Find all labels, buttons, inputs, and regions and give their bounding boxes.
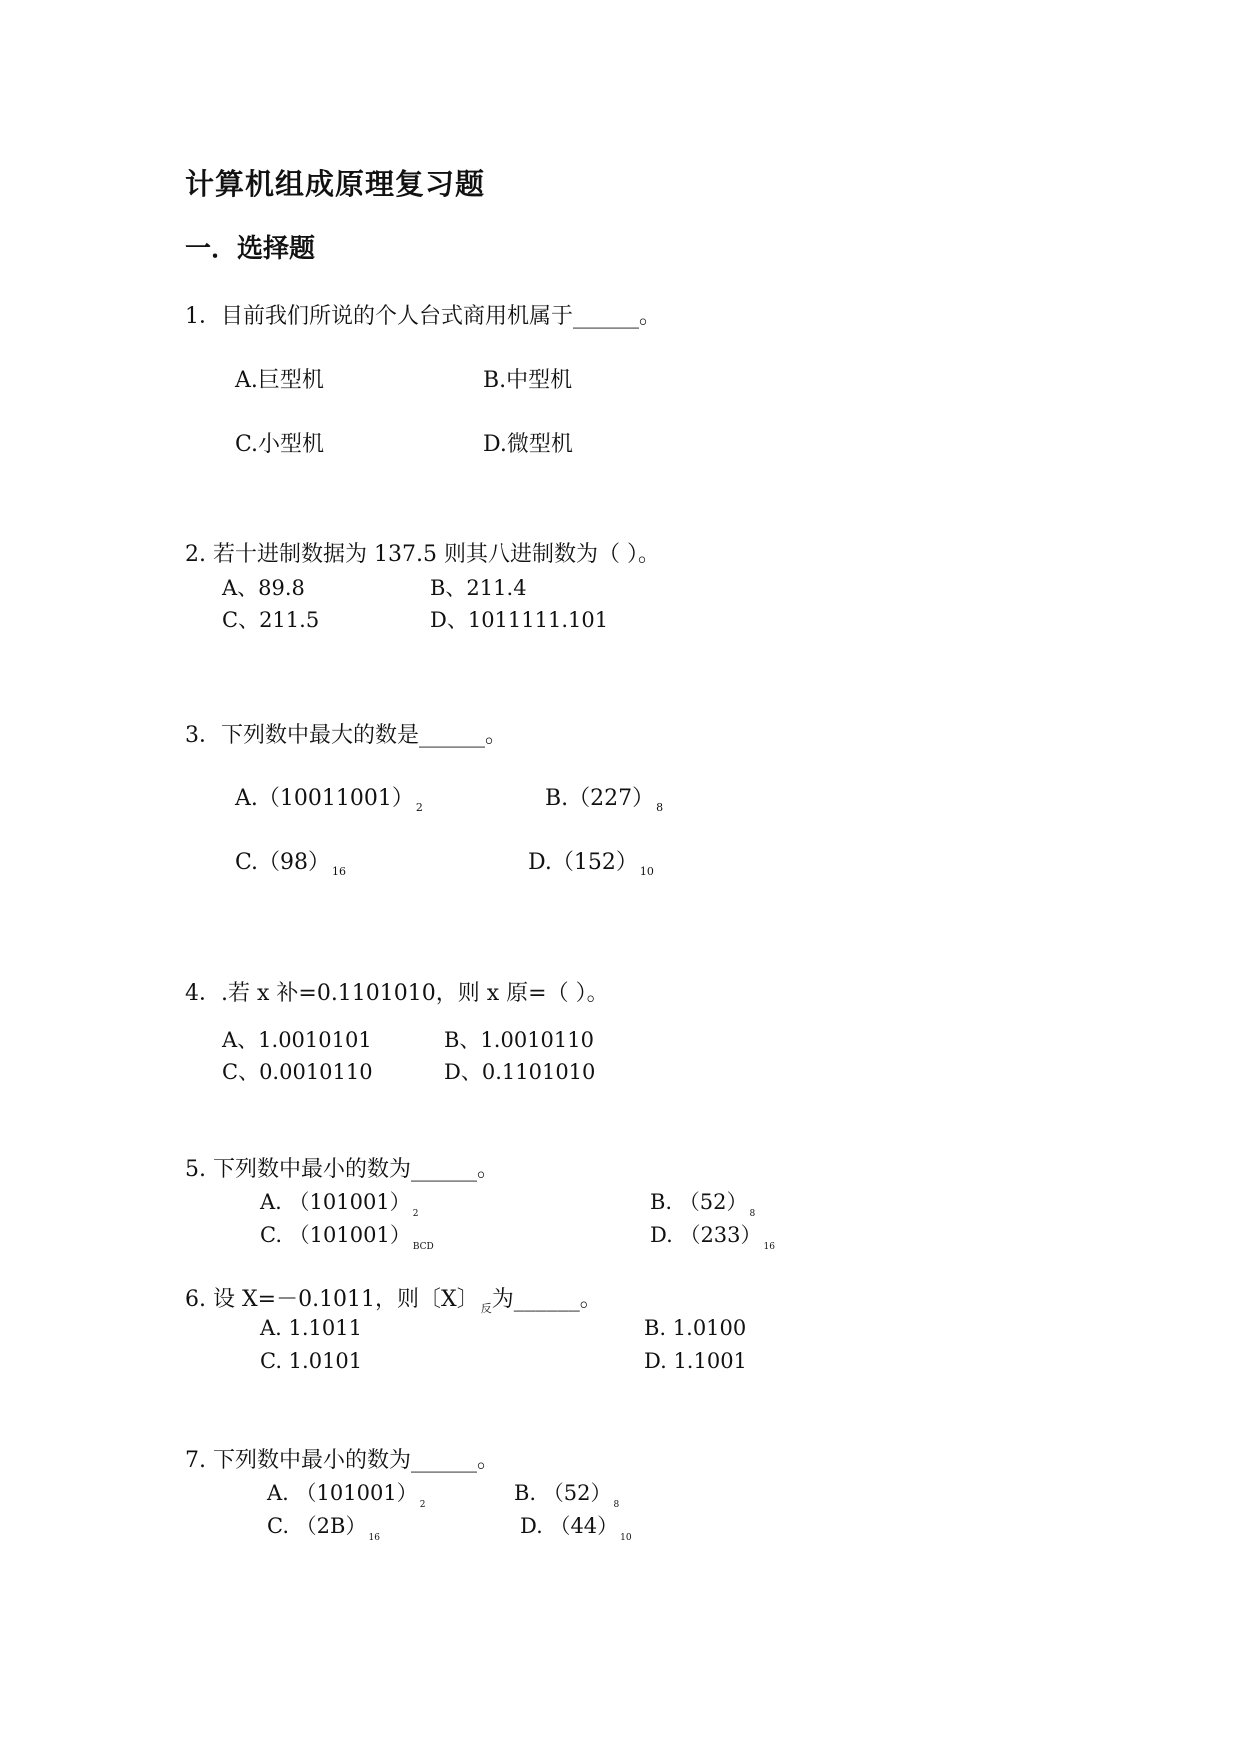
question-6-option-d: D. 1.1001 bbox=[644, 1349, 747, 1373]
option-value: A. （101001） bbox=[260, 1190, 411, 1214]
question-6-subscript: 反 bbox=[480, 1302, 492, 1315]
question-6-option-c: C. 1.0101 bbox=[260, 1349, 363, 1373]
option-value: A.（10011001） bbox=[235, 786, 414, 811]
number-base: 2 bbox=[419, 1500, 426, 1510]
question-6-text bbox=[185, 1282, 602, 1316]
question-1-option-b: B.中型机 bbox=[483, 368, 573, 393]
option-value: C. （101001） bbox=[260, 1223, 411, 1247]
number-base: 16 bbox=[368, 1533, 380, 1543]
question-3-option-b bbox=[545, 781, 663, 814]
question-4-option-c: C、0.0010110 bbox=[222, 1060, 373, 1084]
number-base: 10 bbox=[639, 865, 654, 878]
option-value: D. （44） bbox=[520, 1514, 619, 1538]
section-heading: 一．选择题 bbox=[185, 234, 316, 264]
number-base: 10 bbox=[620, 1533, 632, 1543]
number-base: 8 bbox=[613, 1500, 620, 1510]
question-1-option-a: A.巨型机 bbox=[235, 368, 324, 393]
question-7-option-b bbox=[514, 1477, 619, 1510]
question-7-option-a bbox=[267, 1477, 425, 1510]
page-title: 计算机组成原理复习题 bbox=[185, 167, 486, 201]
question-3-option-a bbox=[235, 781, 423, 814]
question-6-text-tail: 为______。 bbox=[491, 1287, 602, 1312]
question-2-text: 2. 若十进制数据为 137.5 则其八进制数为（ ）。 bbox=[185, 542, 660, 567]
number-base: BCD bbox=[412, 1242, 434, 1252]
question-3-text: 3．下列数中最大的数是______。 bbox=[185, 723, 507, 748]
question-5-option-b bbox=[650, 1186, 755, 1219]
question-5-text: 5. 下列数中最小的数为______。 bbox=[185, 1157, 499, 1182]
question-5-option-d bbox=[650, 1219, 775, 1252]
number-base: 16 bbox=[332, 865, 347, 878]
number-base: 8 bbox=[656, 801, 664, 814]
number-base: 16 bbox=[763, 1242, 775, 1252]
question-6-option-b: B. 1.0100 bbox=[644, 1316, 747, 1340]
question-2-option-b: B、211.4 bbox=[430, 576, 527, 600]
question-1-option-c: C.小型机 bbox=[235, 432, 325, 457]
question-4-option-b: B、1.0010110 bbox=[444, 1028, 594, 1052]
question-6-option-a: A. 1.1011 bbox=[260, 1316, 362, 1340]
number-base: 8 bbox=[749, 1209, 756, 1219]
option-value: A. （101001） bbox=[267, 1481, 418, 1505]
question-3-option-c bbox=[235, 845, 346, 878]
option-value: D. （233） bbox=[650, 1223, 762, 1247]
option-value: B. （52） bbox=[514, 1481, 612, 1505]
question-2-option-a: A、89.8 bbox=[222, 576, 305, 600]
question-5-option-a bbox=[260, 1186, 418, 1219]
question-6-text-main: 6. 设 X=－0.1011，则〔X〕 bbox=[185, 1287, 479, 1312]
option-value: B. （52） bbox=[650, 1190, 748, 1214]
question-7-text: 7. 下列数中最小的数为______。 bbox=[185, 1448, 499, 1473]
question-4-option-a: A、1.0010101 bbox=[222, 1028, 372, 1052]
option-value: D.（152） bbox=[528, 850, 638, 875]
question-4-text: 4．.若 x 补=0.1101010，则 x 原=（ ）。 bbox=[185, 981, 609, 1006]
question-7-option-d bbox=[520, 1510, 632, 1543]
question-5-option-c bbox=[260, 1219, 434, 1252]
question-7-option-c bbox=[267, 1510, 380, 1543]
question-3-option-d bbox=[528, 845, 654, 878]
option-value: B.（227） bbox=[545, 786, 655, 811]
question-1-text: 1．目前我们所说的个人台式商用机属于______。 bbox=[185, 304, 661, 329]
question-2-option-c: C、211.5 bbox=[222, 608, 320, 632]
option-value: C. （2B） bbox=[267, 1514, 367, 1538]
question-2-option-d: D、1011111.101 bbox=[430, 608, 609, 632]
number-base: 2 bbox=[412, 1209, 419, 1219]
question-1-option-d: D.微型机 bbox=[483, 432, 573, 457]
number-base: 2 bbox=[415, 801, 423, 814]
question-4-option-d: D、0.1101010 bbox=[444, 1060, 596, 1084]
option-value: C.（98） bbox=[235, 850, 331, 875]
